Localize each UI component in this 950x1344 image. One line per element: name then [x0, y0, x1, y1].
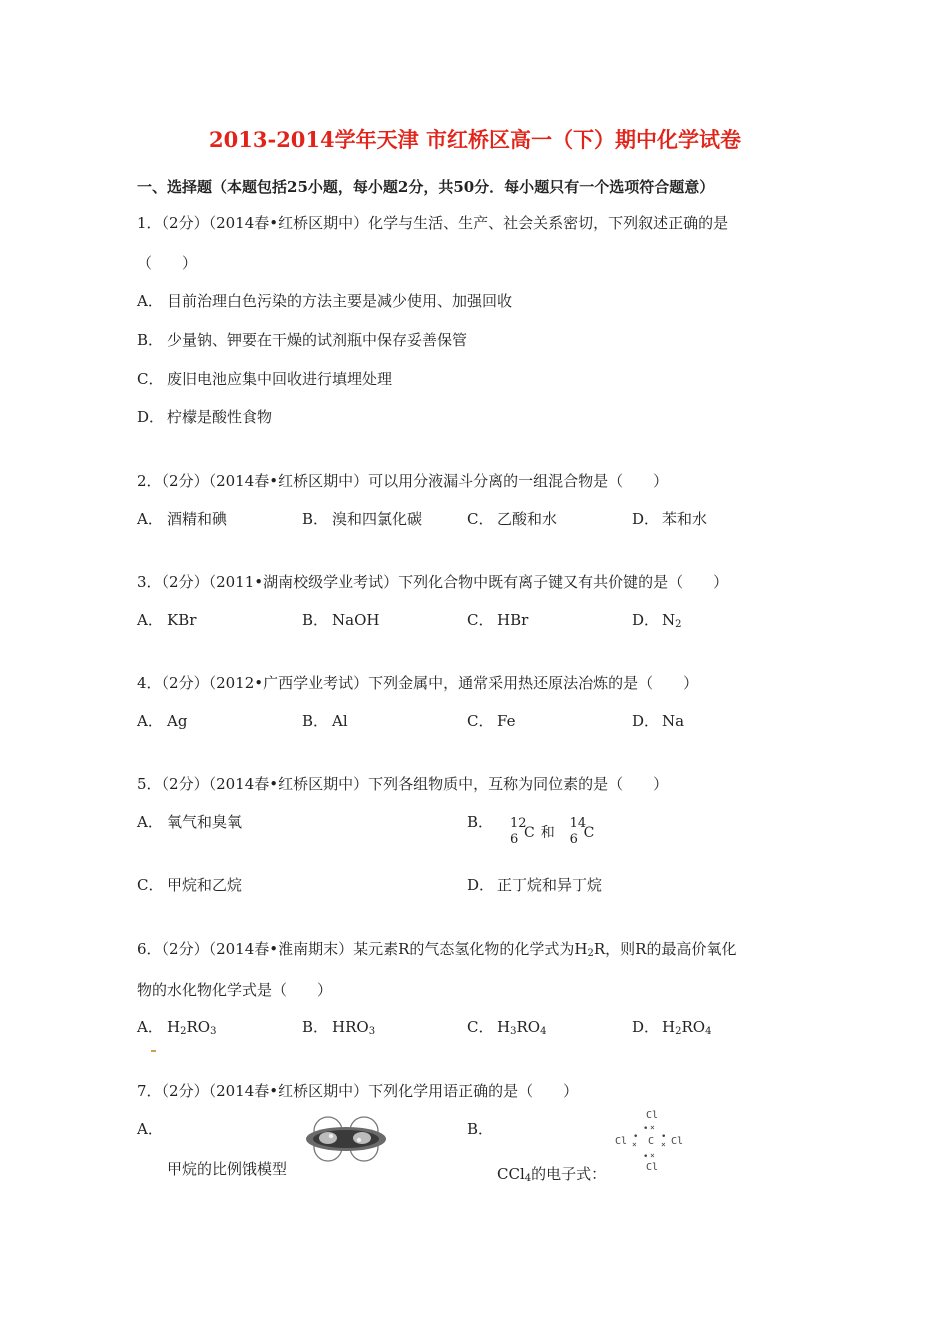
- carbon-12-nuclide: 12 6 C: [510, 816, 535, 847]
- question-6-option-d: D． $H_2RO_4$: [632, 1018, 712, 1037]
- question-1-option-b: B． 少量钠、钾要在干燥的试剂瓶中保存妥善保管: [137, 331, 468, 349]
- question-1-option-c: C． 废旧电池应集中回收进行填埋处理: [137, 370, 393, 388]
- section-heading: 一、选择题（本题包括25小题，每小题2分，共50分．每小题只有一个选项符合题意）: [137, 178, 715, 196]
- question-3-stem: 3．（2分）（2011•湖南校级学业考试）下列化合物中既有离子键又有共价键的是（ ）: [137, 573, 729, 591]
- question-5-option-c: C． 甲烷和乙烷: [137, 876, 243, 894]
- scan-mark: [151, 1050, 156, 1052]
- question-4-option-d: D． Na: [632, 712, 685, 730]
- question-7-option-a-label: A．: [137, 1120, 163, 1138]
- question-7-stem: 7．（2分）（2014春•红桥区期中）下列化学用语正确的是（ ）: [137, 1082, 579, 1100]
- question-4-stem: 4．（2分）（2012•广西学业考试）下列金属中，通常采用热还原法冶炼的是（ ）: [137, 674, 699, 692]
- question-6-stem: 6．（2分）（2014春•淮南期末）某元素R的气态氢化物的化学式为$H_2R$，则R的最高价氧化: [137, 940, 737, 959]
- question-2-option-a: A． 酒精和碘: [137, 510, 228, 528]
- ccl4-electron-formula: Cl × Cl × C × Cl × Cl • • • •: [615, 1110, 684, 1173]
- question-1-option-d: D． 柠檬是酸性食物: [137, 408, 273, 426]
- methane-space-filling-model-image: [298, 1114, 398, 1166]
- question-3-option-b: B． NaOH: [302, 611, 380, 629]
- question-4-option-c: C． Fe: [467, 712, 516, 730]
- question-6-option-c: C． $H_3RO_4$: [467, 1018, 547, 1037]
- question-1-stem: 1．（2分）（2014春•红桥区期中）化学与生活、生产、社会关系密切，下列叙述正确的是: [137, 214, 729, 232]
- question-5-option-a: A． 氧气和臭氧: [137, 813, 243, 831]
- question-3-option-a: A． KBr: [137, 611, 197, 629]
- question-3-option-d: D． $N_2$: [632, 611, 682, 630]
- question-2-stem: 2．（2分）（2014春•红桥区期中）可以用分液漏斗分离的一组混合物是（ ）: [137, 472, 669, 490]
- question-4-option-a: A． Ag: [137, 712, 188, 730]
- question-6-stem-cont: 物的水化物化学式是（ ）: [137, 981, 333, 999]
- page-title: 2013-2014学年天津 市红桥区高一（下）期中化学试卷: [209, 127, 741, 152]
- question-5-option-b-isotopes: 12 6 C 和 14 6 C: [510, 816, 595, 847]
- question-1-stem-cont: （ ）: [137, 254, 198, 272]
- question-3-option-c: C． HBr: [467, 611, 529, 629]
- question-7-option-b-label: B．: [467, 1120, 494, 1138]
- question-6-option-a: A． $H_2RO_3$: [137, 1018, 217, 1037]
- question-5-option-d: D． 正丁烷和异丁烷: [467, 876, 603, 894]
- question-7-option-b-caption: CCl$_4$的电子式：: [497, 1165, 607, 1184]
- question-1-option-a: A． 目前治理白色污染的方法主要是减少使用、加强回收: [137, 292, 513, 310]
- question-5-stem: 5．（2分）（2014春•红桥区期中）下列各组物质中，互称为同位素的是（ ）: [137, 775, 669, 793]
- question-2-option-d: D． 苯和水: [632, 510, 708, 528]
- question-5-option-b-label: B．: [467, 813, 494, 831]
- carbon-14-nuclide: 14 6 C: [569, 816, 595, 847]
- question-2-option-b: B． 溴和四氯化碳: [302, 510, 423, 528]
- question-7-option-a-caption: 甲烷的比例饿模型: [167, 1160, 288, 1178]
- question-2-option-c: C． 乙酸和水: [467, 510, 558, 528]
- question-6-option-b: B． $HRO_3$: [302, 1018, 376, 1037]
- question-4-option-b: B． Al: [302, 712, 348, 730]
